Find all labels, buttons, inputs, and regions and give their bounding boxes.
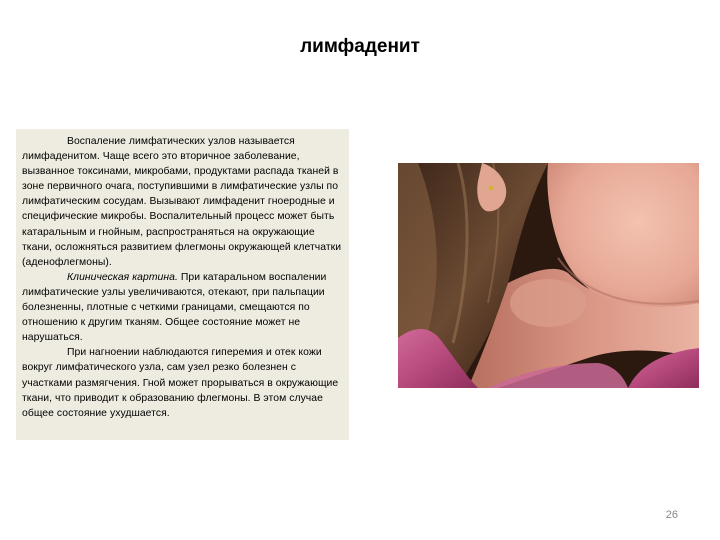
paragraph-clinical-picture (22, 270, 345, 345)
clinical-picture-heading: Клиническая картина. (67, 271, 178, 283)
clinical-picture-body: При катаральном воспалении лимфатические узлы увеличиваются, отекают, при пальпации болезненны, плотные с четкими границами, смещаются по отношению к другим тканям. Общее состояние может не нарушаться. (22, 271, 327, 344)
slide-title: лимфаденит (300, 36, 420, 57)
neck-lymph-node-photo (398, 163, 699, 388)
paragraph-definition: Воспаление лимфатических узлов называется лимфаденитом. Чаще всего это вторичное заболевание, вызванное токсинами, микробами, продуктами распада тканей в зоне первичного очага, поступившими в лимфатические узлы по лимфатическим сосудам. Вызывают лимфаденит гноеродные и специфические микробы. Воспалительный процесс может быть катаральным и гнойным, распространяться на окружающие ткани, осложняться развитием флегмоны окружающей клетчатки (аденофлегмоны). (22, 136, 342, 268)
earring-icon (489, 186, 494, 191)
page-number: 26 (665, 509, 678, 521)
paragraph-suppuration: При нагноении наблюдаются гиперемия и отек кожи вокруг лимфатического узла, сам узел резко болезнен с участками размягчения. Гной может прорываться в окружающие ткани, что приводит к образованию флегмоны. В этом случае общее состояние ухудшается. (22, 347, 339, 419)
description-textbox (16, 129, 349, 440)
photo-illustration (398, 163, 699, 388)
